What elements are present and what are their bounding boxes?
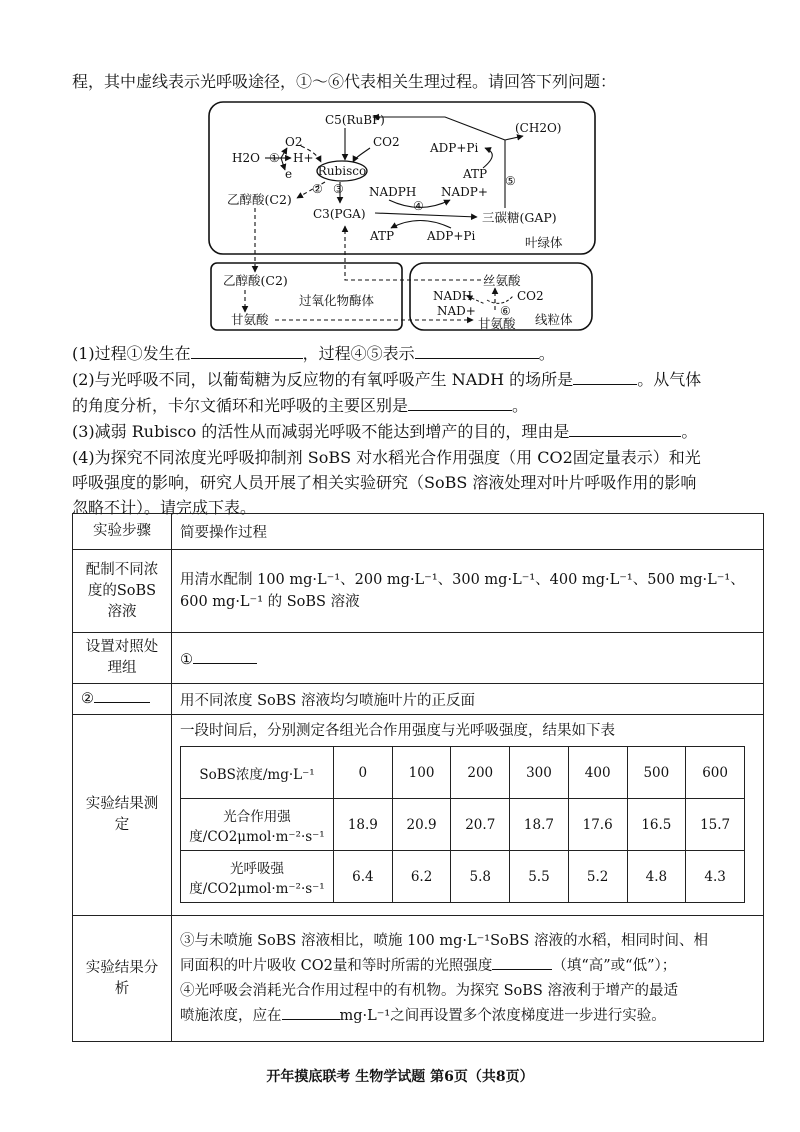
q2-text-b: 。从气体: [637, 370, 702, 389]
intro-line: 程，其中虚线表示光呼吸途径，①～⑥代表相关生理过程。请回答下列问题：: [72, 72, 617, 91]
blank-label-2: ②: [81, 691, 94, 707]
q2-text-a: (2)与光呼吸不同，以葡萄糖为反应物的有氧呼吸产生 NADH 的场所是: [72, 370, 574, 389]
glycolate-peroxisome-label: 乙醇酸(C2): [223, 273, 288, 288]
table-row-spray: [73, 684, 764, 715]
results-row-photosynthesis: [181, 799, 745, 851]
atp-top-label: ATP: [463, 167, 488, 181]
page-footer: 开年摸底联考 生物学试题 第6页（共8页）: [266, 1069, 534, 1085]
conc-0: 0: [334, 747, 393, 799]
circle-2: ②: [312, 182, 323, 196]
results-label-concentration: SoBS浓度/mg·L⁻¹: [181, 747, 334, 799]
photorespiration-diagram: [205, 100, 600, 335]
nadph-label: NADPH: [369, 185, 417, 199]
circle-3: ③: [333, 182, 344, 196]
question-4-line-1: (4)为探究不同浓度光呼吸抑制剂 SoBS 对水稻光合作用强度（用 CO2固定量表示）和光: [72, 448, 701, 467]
q3-text-b: 。: [681, 422, 698, 441]
analysis-line-2b: （填“高”或“低”）；: [552, 957, 677, 974]
pr-0: 6.4: [334, 851, 393, 903]
analysis-line-3: ④光呼吸会消耗光合作用过程中的有机物。为探究 SoBS 溶液利于增产的最适: [180, 982, 678, 999]
answer-blank-table-4[interactable]: [282, 1005, 340, 1020]
circle-4: ④: [413, 199, 424, 213]
ps-2: 20.7: [451, 799, 510, 851]
conc-1: 100: [392, 747, 451, 799]
ps-5: 16.5: [627, 799, 686, 851]
peroxisome-label: 过氧化物酶体: [299, 293, 375, 308]
answer-blank-3[interactable]: [569, 422, 681, 437]
q1-text-b: ，过程④⑤表示: [302, 344, 415, 363]
header-step: 实验步骤: [73, 514, 172, 550]
q1-text-c: 。: [538, 344, 555, 363]
h2o-label: H2O: [232, 151, 260, 165]
header-procedure: 简要操作过程: [172, 514, 764, 550]
e-label: e: [285, 167, 293, 181]
analysis-line-4b: mg·L⁻¹之间再设置多个浓度梯度进一步进行实验。: [339, 1007, 666, 1024]
ch2o-label: (CH2O): [515, 121, 562, 135]
gap-label: 三碳糖(GAP): [482, 210, 557, 225]
step-analysis: 实验结果分析: [73, 916, 172, 1042]
ps-0: 18.9: [334, 799, 393, 851]
pr-2: 5.8: [451, 851, 510, 903]
measure-intro: 一段时间后，分别测定各组光合作用强度与光呼吸强度，结果如下表: [180, 723, 615, 739]
analysis-line-2a: 同面积的叶片吸收 CO2量和等时所需的光照强度: [180, 957, 493, 974]
adppi-top-label: ADP+Pi: [430, 141, 479, 155]
co2-mito-label: CO2: [517, 289, 544, 303]
hplus-label: H+: [293, 151, 314, 165]
question-2-line-2: [72, 395, 772, 417]
c5-label: C5(RuBP): [325, 113, 385, 127]
results-row-concentration: [181, 747, 745, 799]
question-3: [72, 421, 772, 443]
experiment-table: [72, 513, 764, 1042]
procedure-prepare-line-2: 600 mg·L⁻¹ 的 SoBS 溶液: [180, 594, 360, 610]
serine-label: 丝氨酸: [483, 273, 521, 288]
procedure-prepare-line-1: 用清水配制 100 mg·L⁻¹、200 mg·L⁻¹、300 mg·L⁻¹、400 mg·L⁻¹、500 mg·L⁻¹、: [180, 572, 745, 588]
analysis-line-4a: 喷施浓度，应在: [180, 1007, 282, 1024]
q1-text-a: (1)过程①发生在: [72, 344, 191, 363]
pr-6: 4.3: [686, 851, 745, 903]
c3pga-label: C3(PGA): [313, 207, 366, 221]
o2-label: O2: [285, 135, 303, 149]
ps-3: 18.7: [510, 799, 569, 851]
procedure-prepare: [172, 550, 764, 633]
answer-blank-1a[interactable]: [191, 344, 303, 359]
results-table: [180, 746, 745, 903]
nadp-label: NADP+: [441, 185, 488, 199]
results-row-photorespiration: [181, 851, 745, 903]
table-row-measure: [73, 715, 764, 916]
results-label-photosynthesis: 光合作用强度/CO2μmol·m⁻²·s⁻¹: [181, 799, 334, 851]
procedure-spray: 用不同浓度 SoBS 溶液均匀喷施叶片的正反面: [172, 684, 764, 715]
answer-blank-1b[interactable]: [415, 344, 539, 359]
answer-blank-2b[interactable]: [408, 396, 512, 411]
ps-6: 15.7: [686, 799, 745, 851]
question-4-line-2: 呼吸强度的影响，研究人员开展了相关实验研究（SoBS 溶液处理对叶片呼吸作用的影响: [72, 473, 697, 492]
step-prepare: 配制不同浓度的SoBS溶液: [73, 550, 172, 633]
q3-text-a: (3)减弱 Rubisco 的活性从而减弱光呼吸不能达到增产的目的，理由是: [72, 422, 570, 441]
answer-blank-2a[interactable]: [573, 370, 637, 385]
mitochondria-label: 线粒体: [535, 312, 573, 327]
procedure-control: [172, 633, 764, 684]
glycine-peroxisome-label: 甘氨酸: [231, 312, 269, 327]
table-row-control: [73, 633, 764, 684]
analysis-line-2: [180, 954, 755, 979]
analysis-line-4: [180, 1004, 755, 1029]
conc-4: 400: [568, 747, 627, 799]
blank-label-1: ①: [180, 651, 193, 668]
step-measure: 实验结果测定: [73, 715, 172, 916]
results-label-photorespiration: 光呼吸强度/CO2μmol·m⁻²·s⁻¹: [181, 851, 334, 903]
pr-5: 4.8: [627, 851, 686, 903]
glycolate-chloroplast-label: 乙醇酸(C2): [227, 192, 292, 207]
answer-blank-table-2[interactable]: [94, 688, 150, 703]
nadh-label: NADH: [433, 289, 473, 303]
answer-blank-table-3[interactable]: [492, 955, 552, 970]
ps-1: 20.9: [392, 799, 451, 851]
circle-5: ⑤: [505, 174, 516, 188]
nad-label: NAD+: [437, 304, 476, 318]
analysis-line-1: ③与未喷施 SoBS 溶液相比，喷施 100 mg·L⁻¹SoBS 溶液的水稻，相同时间、相: [180, 932, 708, 949]
conc-3: 300: [510, 747, 569, 799]
question-4-line-3: 忽略不计）。请完成下表。: [72, 498, 257, 517]
glycine-mito-label: 甘氨酸: [478, 316, 516, 331]
step-control: 设置对照处理组: [73, 633, 172, 684]
atp-bottom-label: ATP: [370, 229, 395, 243]
chloroplast-label: 叶绿体: [525, 235, 563, 250]
circle-1: ①: [269, 151, 280, 165]
table-header-row: [73, 514, 764, 550]
conc-6: 600: [686, 747, 745, 799]
adppi-bottom-label: ADP+Pi: [427, 229, 476, 243]
pr-3: 5.5: [510, 851, 569, 903]
answer-blank-table-1[interactable]: [193, 649, 257, 664]
q2-text-d: 。: [512, 396, 529, 415]
procedure-measure: [172, 715, 764, 916]
pr-1: 6.2: [392, 851, 451, 903]
question-2-line-1: [72, 369, 772, 391]
step-spray: [73, 684, 172, 715]
table-row-analysis: [73, 916, 764, 1042]
conc-5: 500: [627, 747, 686, 799]
rubisco-label: Rubisco: [317, 164, 367, 178]
procedure-analysis: [172, 916, 764, 1042]
conc-2: 200: [451, 747, 510, 799]
circle-6: ⑥: [500, 304, 511, 318]
ps-4: 17.6: [568, 799, 627, 851]
co2-top-label: CO2: [373, 135, 400, 149]
pr-4: 5.2: [568, 851, 627, 903]
question-1: [72, 343, 772, 365]
q2-text-c: 的角度分析，卡尔文循环和光呼吸的主要区别是: [72, 396, 409, 415]
table-row-prepare: [73, 550, 764, 633]
